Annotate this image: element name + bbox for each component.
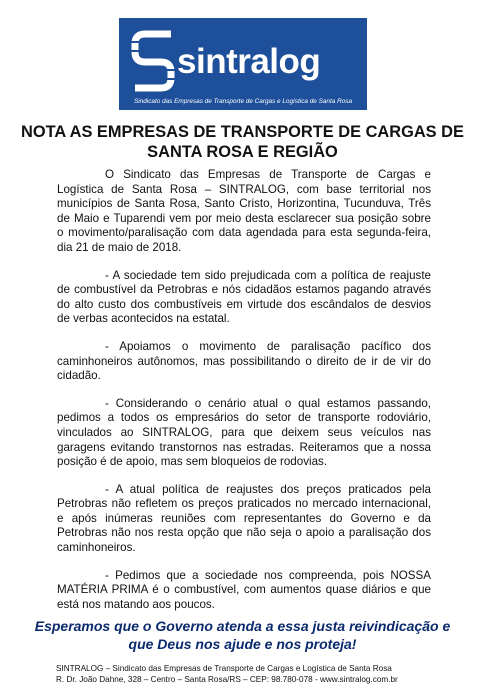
paragraph: O Sindicato das Empresas de Transporte de Cargas e Logística de Santa Rosa – SINTRALOG, com base territorial nos municípios de Santa Rosa, Santo Cristo, Horizontina, Tucunduva, Três de Maio e Tuparendi vem por meio desta esclarecer sua posição sobre o movimento/paralisação com data agendada para esta segunda-feira, dia 21 de maio de 2018. bbox=[57, 168, 431, 254]
logo-tagline: Sindicato das Empresas de Transporte de Cargas e Logística de Santa Rosa bbox=[134, 98, 352, 105]
letter-body bbox=[57, 168, 431, 625]
page-title: NOTA AS EMPRESAS DE TRANSPORTE DE CARGAS DE SANTA ROSA E REGIÃO bbox=[21, 123, 464, 161]
paragraph: - A sociedade tem sido prejudicada com a política de reajuste de combustível da Petrobras e nós cidadãos estamos pagando através do alto custo dos combustíveis em virtude dos escândalos de desvios de verbas acontecidos na estatal. bbox=[57, 268, 431, 326]
paragraph: - A atual política de reajustes dos preços praticados pela Petrobras não refletem os preços praticados no mercado internacional, e após inúmeras reuniões com representantes do Governo e da Petrobras não nos resta opção que não seja o apoio a paralisação dos caminhoneiros. bbox=[57, 482, 431, 555]
footer bbox=[56, 663, 456, 685]
closing-statement: Esperamos que o Governo atenda a essa justa reivindicação e que Deus nos ajude e nos proteja! bbox=[34, 618, 451, 652]
footer-line-address: R. Dr. João Dahne, 328 – Centro – Santa Rosa/RS – CEP: 98.780-078 - www.sintralog.com.br bbox=[56, 675, 398, 684]
logo-wordmark: sintralog bbox=[177, 42, 321, 81]
sintralog-logo bbox=[119, 18, 367, 110]
paragraph: - Pedimos que a sociedade nos compreenda, pois NOSSA MATÉRIA PRIMA é o combustível, com aumentos quase diários e que está nos matando aos poucos. bbox=[57, 568, 431, 611]
paragraph: - Considerando o cenário atual o qual estamos passando, pedimos a todos os empresários do setor de transporte rodoviário, vinculados ao SINTRALOG, para que deixem seus veículos nas garagens evitando transtornos nas estradas. Reiteramos que a nossa posição é de apoio, mas sem bloqueios de rodovias. bbox=[57, 396, 431, 469]
footer-line-organization: SINTRALOG – Sindicato das Empresas de Transporte de Cargas e Logística de Santa Rosa bbox=[56, 664, 392, 673]
paragraph: - Apoiamos o movimento de paralisação pacífico dos caminhoneiros autônomos, mas possibilitando o direito de ir de vir do cidadão. bbox=[57, 339, 431, 383]
sintralog-s-logo-icon bbox=[131, 28, 175, 92]
